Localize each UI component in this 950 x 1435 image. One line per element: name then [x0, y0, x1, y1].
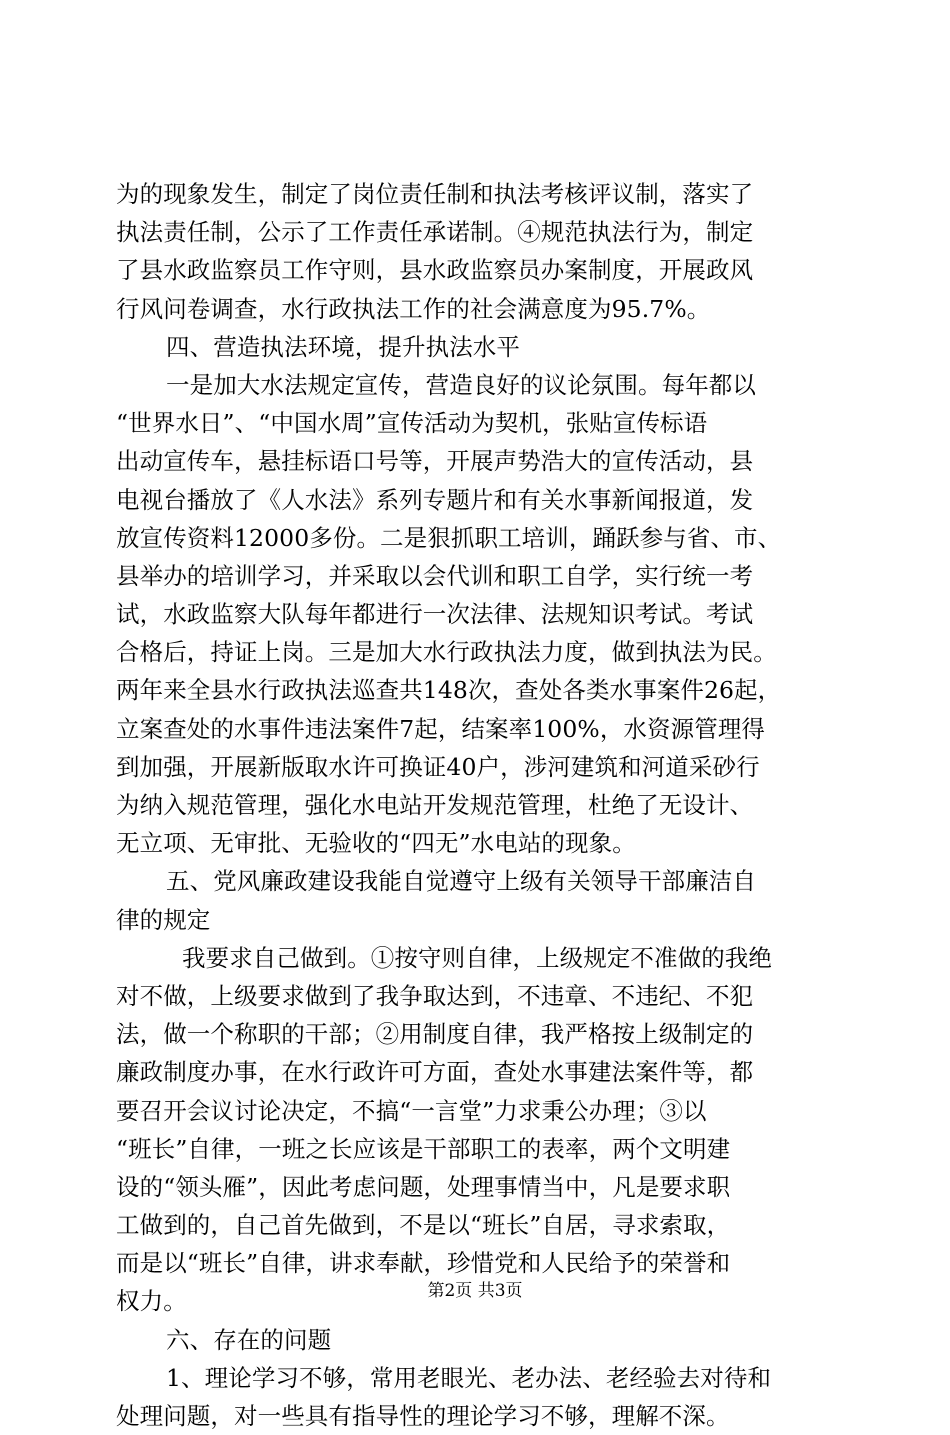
text-line: 处理问题，对一些具有指导性的理论学习不够，理解不深。 [116, 1402, 730, 1430]
text-line: 要召开会议讨论决定，不搞“一言堂”力求秉公办理；③以 [116, 1096, 707, 1125]
text-line: 行风问卷调查，水行政执法工作的社会满意度为95.7%。 [116, 294, 711, 323]
text-line: 出动宣传车，悬挂标语口号等，开展声势浩大的宣传活动，县 [116, 447, 754, 476]
text-line: 律的规定 [116, 905, 211, 934]
section-heading-6: 六、存在的问题 [166, 1325, 332, 1354]
document-body [116, 175, 838, 1435]
text-line: 为的现象发生，制定了岗位责任制和执法考核评议制，落实了 [116, 180, 754, 208]
text-line: 廉政制度办事，在水行政许可方面，查处水事建法案件等，都 [116, 1058, 754, 1087]
text-line: 而是以“班长”自律，讲求奉献，珍惜党和人民给予的荣誉和 [116, 1249, 731, 1278]
text-line: 放宣传资料12000多份。二是狠抓职工培训，踊跃参与省、市、 [116, 523, 782, 552]
text-line: 执法责任制，公示了工作责任承诺制。④规范执法行为，制定 [116, 218, 754, 247]
text-line: 两年来全县水行政执法巡查共148次，查处各类水事案件26起， [116, 676, 782, 705]
text-line: “世界水日”、“中国水周”宣传活动为契机，张贴宣传标语 [116, 409, 708, 438]
text-line: 到加强，开展新版取水许可换证40户，涉河建筑和河道采砂行 [116, 752, 760, 781]
page-footer [0, 1280, 950, 1302]
text-line: 县举办的培训学习，并采取以会代训和职工自学，实行统一考 [116, 561, 754, 590]
text-line: 对不做，上级要求做到了我争取达到，不违章、不违纪、不犯 [116, 981, 754, 1010]
text-line: 了县水政监察员工作守则，县水政监察员办案制度，开展政风 [116, 256, 754, 285]
text-line: 立案查处的水事件违法案件7起，结案率100%，水资源管理得 [116, 714, 766, 743]
page-number: 第2页 共3页 [427, 1281, 523, 1301]
section-heading-5: 五、党风廉政建设我能自觉遵守上级有关领导干部廉洁自 [166, 867, 756, 896]
text-line: 工做到的，自己首先做到，不是以“班长”自居，寻求索取， [116, 1211, 731, 1240]
text-line: 试，水政监察大队每年都进行一次法律、法规知识考试。考试 [116, 600, 754, 629]
paragraph-start: 1、理论学习不够，常用老眼光、老办法、老经验去对待和 [166, 1363, 772, 1392]
paragraph-start: 一是加大水法规定宣传，营造良好的议论氛围。每年都以 [166, 370, 756, 399]
text-line: 电视台播放了《人水法》系列专题片和有关水事新闻报道，发 [116, 485, 754, 514]
text-line: 无立项、无审批、无验收的“四无”水电站的现象。 [116, 829, 636, 858]
text-line: 为纳入规范管理，强化水电站开发规范管理，杜绝了无设计、 [116, 791, 754, 819]
text-line: 权力。 [116, 1287, 187, 1316]
text-line: 合格后，持证上岗。三是加大水行政执法力度，做到执法为民。 [116, 638, 777, 667]
text-line: 设的“领头雁”，因此考虑问题，处理事情当中，凡是要求职 [116, 1172, 731, 1201]
text-line: 法，做一个称职的干部；②用制度自律，我严格按上级制定的 [116, 1020, 754, 1049]
text-line: “班长”自律，一班之长应该是干部职工的表率，两个文明建 [116, 1134, 731, 1163]
paragraph-start: 我要求自己做到。①按守则自律，上级规定不准做的我绝 [182, 943, 772, 972]
section-heading-4: 四、营造执法环境，提升执法水平 [166, 332, 520, 361]
